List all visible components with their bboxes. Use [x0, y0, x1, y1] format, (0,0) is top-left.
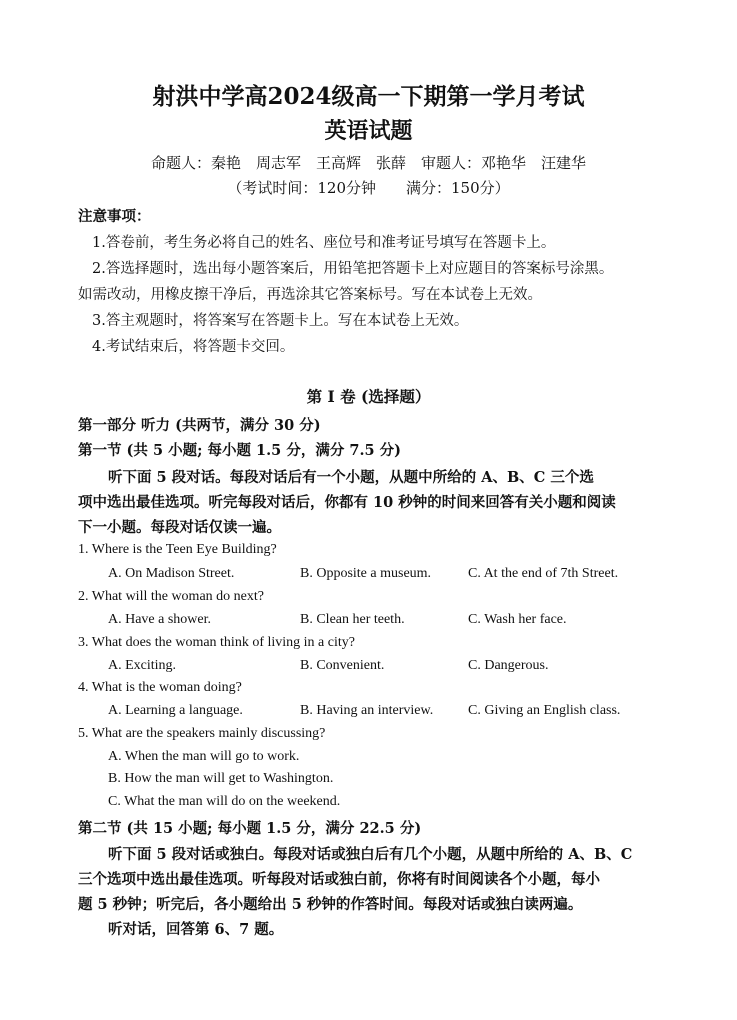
authors-line: 命题人：秦艳 周志军 王高辉 张薛 审题人：邓艳华 汪建华 [150, 154, 586, 172]
option-a: A. Exciting. [108, 658, 177, 673]
section1-instruction: 下一小题。每段对话仅读一遍。 [78, 519, 281, 536]
notice-item: 4.考试结束后，将答题卡交回。 [92, 339, 295, 355]
option-a: A. Learning a language. [108, 703, 243, 718]
notice-item: 3.答主观题时，将答案写在答题卡上。写在本试卷上无效。 [92, 313, 469, 329]
exam-subtitle: 英语试题 [324, 118, 413, 144]
notice-item: 2.答选择题时，选出每小题答案后，用铅笔把答题卡上对应题目的答案标号涂黑。 [92, 261, 614, 277]
option-c: C. Giving an English class. [468, 703, 621, 718]
volume-title: 第 I 卷 (选择题） [306, 387, 431, 406]
option-c: C. What the man will do on the weekend. [108, 794, 341, 809]
section2-instruction: 题 5 秒钟；听完后，各小题给出 5 秒钟的作答时间。每段对话或独白读两遍。 [78, 896, 583, 913]
section1-title: 第一节 (共 5 小题; 每小题 1.5 分，满分 7.5 分) [78, 442, 401, 459]
exam-info: （考试时间：120分钟 满分：150分） [227, 179, 510, 197]
question-1: 1. Where is the Teen Eye Building? [78, 542, 277, 557]
section2-title: 第二节 (共 15 小题; 每小题 1.5 分，满分 22.5 分) [78, 820, 422, 837]
notice-item: 如需改动，用橡皮擦干净后，再选涂其它答案标号。写在本试卷上无效。 [78, 287, 542, 303]
exam-title: 射洪中学高2024级高一下期第一学月考试 [152, 83, 585, 110]
notice-item: 1.答卷前，考生务必将自己的姓名、座位号和准考证号填写在答题卡上。 [92, 235, 556, 251]
section2-instruction: 三个选项中选出最佳选项。听每段对话或独白前，你将有时间阅读各个小题，每小 [78, 871, 600, 888]
section1-instruction: 听下面 5 段对话。每段对话后有一个小题，从题中所给的 A、B、C 三个选 [108, 469, 594, 486]
option-b: B. Having an interview. [300, 703, 434, 718]
option-c: C. Wash her face. [468, 612, 567, 627]
option-c: C. Dangerous. [468, 658, 549, 673]
option-c: C. At the end of 7th Street. [468, 566, 619, 581]
option-b: B. Clean her teeth. [300, 612, 405, 627]
question-2: 2. What will the woman do next? [78, 589, 264, 604]
notice-heading: 注意事项： [78, 208, 151, 225]
option-a: A. On Madison Street. [108, 566, 235, 581]
section2-instruction: 听下面 5 段对话或独白。每段对话或独白后有几个小题，从题中所给的 A、B、C [108, 846, 633, 863]
question-3: 3. What does the woman think of living in a city? [78, 635, 355, 650]
question-4: 4. What is the woman doing? [78, 680, 242, 695]
option-b: B. How the man will get to Washington. [108, 771, 334, 786]
option-b: B. Convenient. [300, 658, 385, 673]
part1-title: 第一部分 听力 (共两节，满分 30 分) [78, 417, 321, 434]
option-b: B. Opposite a museum. [300, 566, 432, 581]
option-a: A. When the man will go to work. [108, 749, 300, 764]
question-5: 5. What are the speakers mainly discussing? [78, 726, 326, 741]
section1-instruction: 项中选出最佳选项。听完每段对话后，你都有 10 秒钟的时间来回答有关小题和阅读 [78, 494, 616, 511]
option-a: A. Have a shower. [108, 612, 212, 627]
section2-prompt: 听对话，回答第 6、7 题。 [108, 921, 284, 938]
